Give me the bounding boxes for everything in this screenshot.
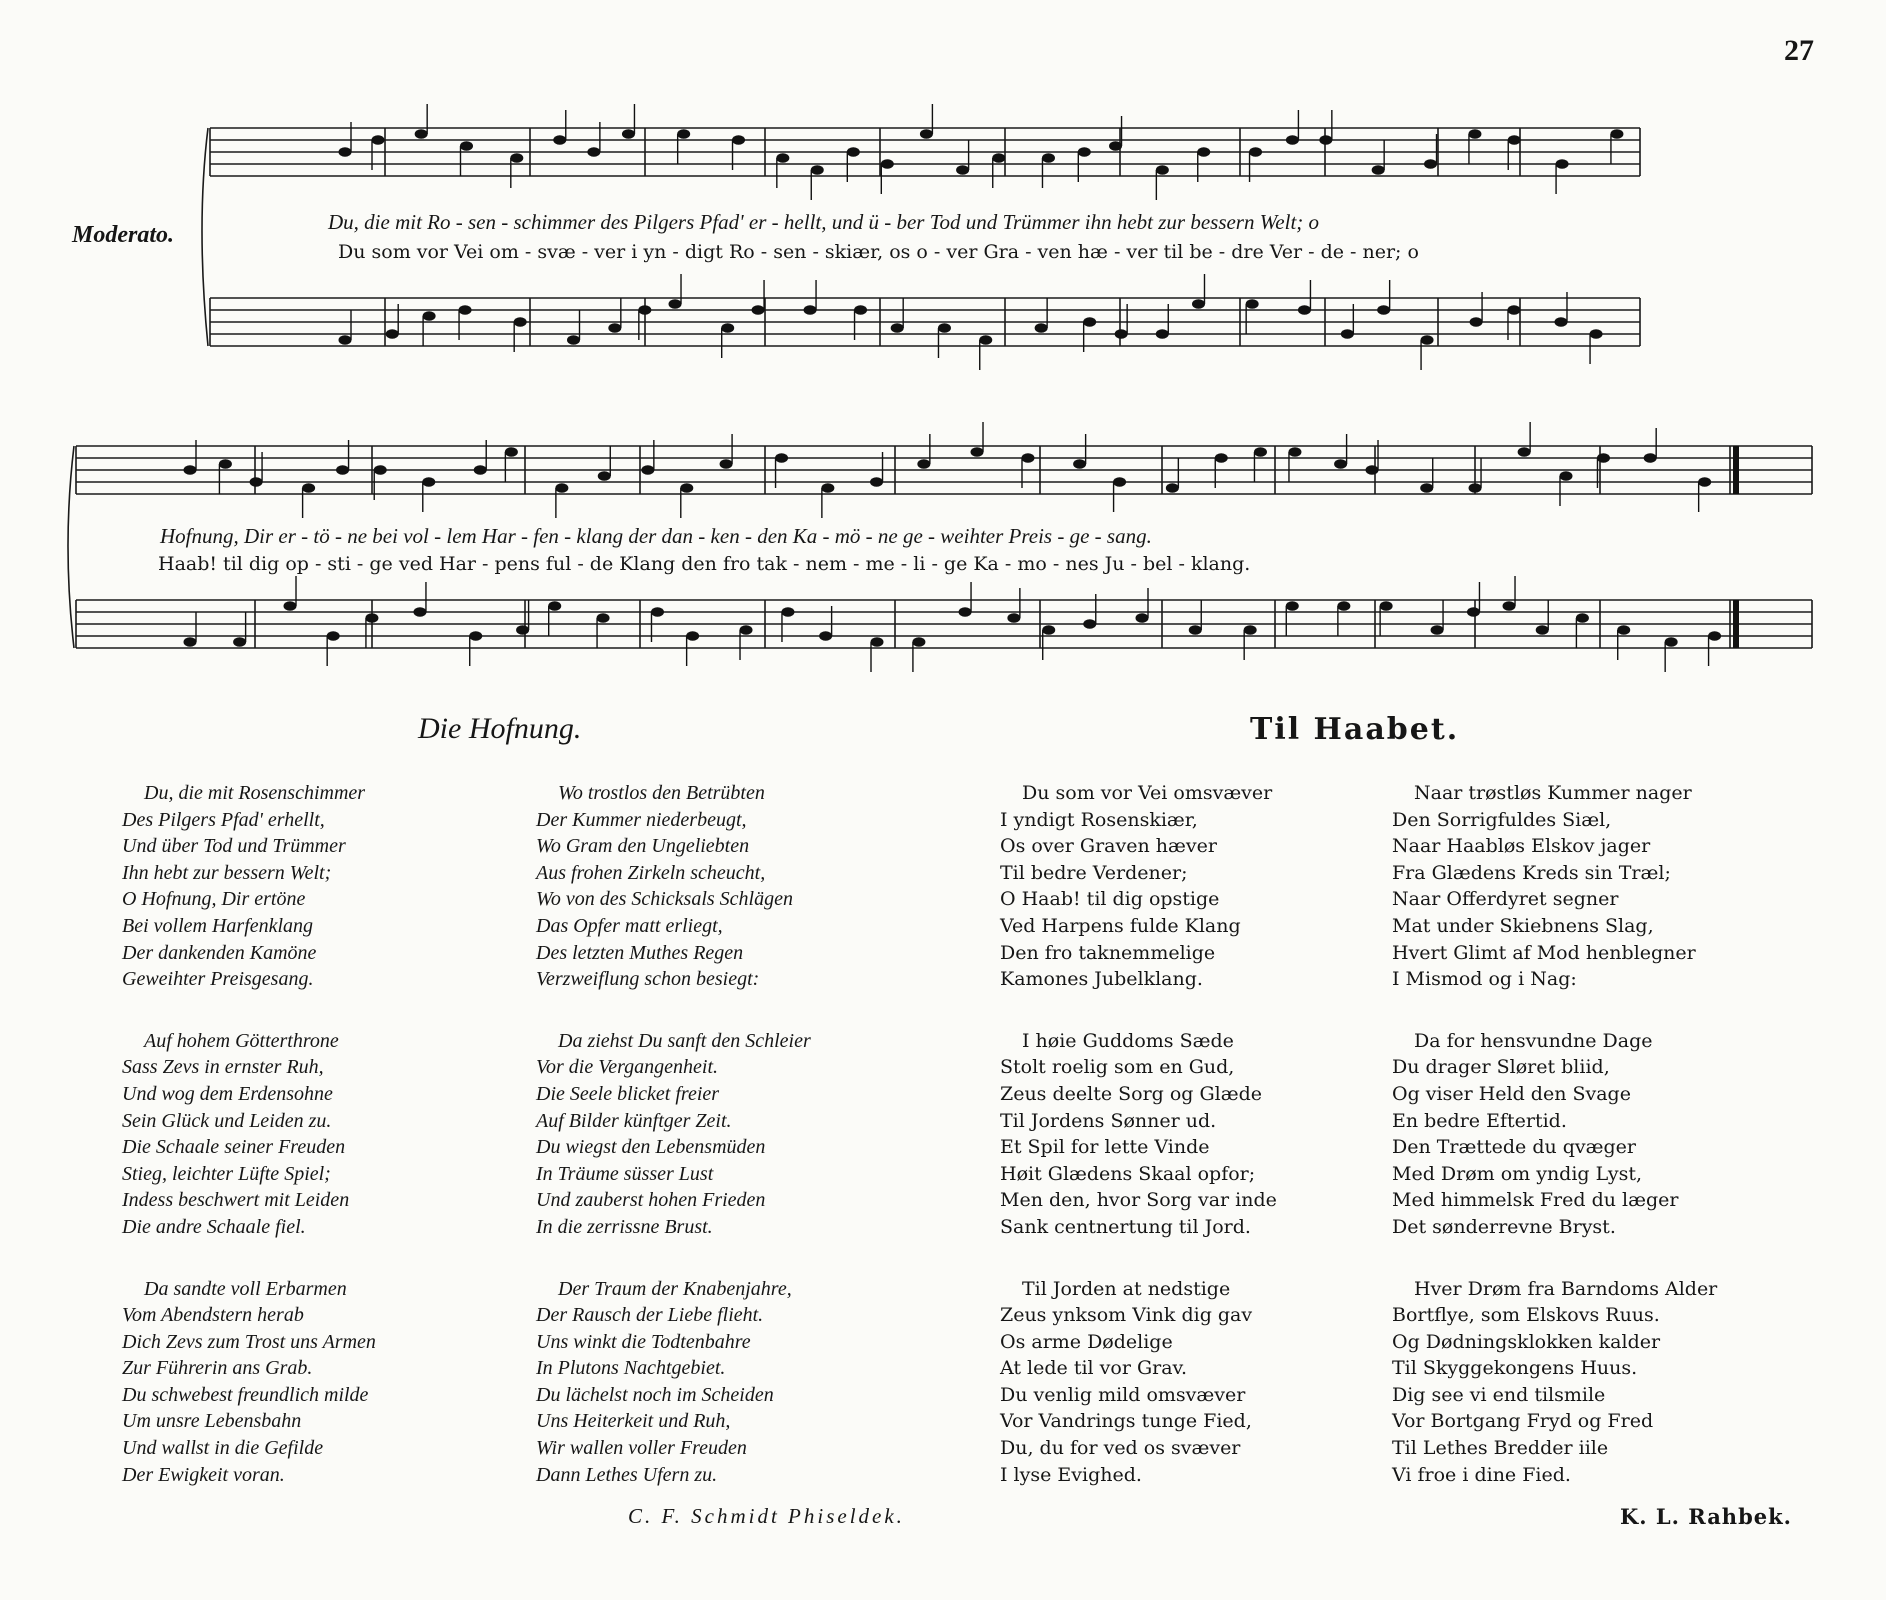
notehead [597, 613, 610, 623]
notehead [386, 329, 399, 339]
verse-line: Der Traum der Knabenjahre, [558, 1277, 792, 1300]
verse-line: Da for hensvundne Dage [1414, 1029, 1653, 1052]
tempo-marking: Moderato. [72, 222, 174, 248]
verse-line: Du som vor Vei omsvæver [1022, 782, 1273, 804]
verse-line: Und wallst in die Gefilde [122, 1437, 324, 1460]
verse-line: Des letzten Muthes Regen [536, 941, 744, 964]
notehead [1166, 483, 1179, 493]
notehead [1109, 141, 1122, 151]
notehead [372, 135, 385, 145]
notehead [365, 613, 378, 623]
notehead [1156, 165, 1169, 175]
notehead [184, 637, 197, 647]
notehead [460, 141, 473, 151]
verse-line: Der Ewigkeit voran. [122, 1463, 285, 1486]
notehead [1377, 305, 1390, 315]
notehead [608, 323, 621, 333]
notehead [938, 323, 951, 333]
verse-line: Os arme Dødelige [1000, 1330, 1173, 1353]
verse-line: Du schwebest freundlich milde [122, 1383, 369, 1406]
notehead [641, 465, 654, 475]
notehead [871, 637, 884, 647]
notehead [804, 305, 817, 315]
notehead [1286, 601, 1299, 611]
notehead [1197, 147, 1210, 157]
notehead [1644, 453, 1657, 463]
notehead [1421, 335, 1434, 345]
verse-line: Vom Abendstern herab [122, 1304, 304, 1327]
german-stanza-1 [122, 780, 376, 993]
verse-line: Den Trættede du qvæger [1392, 1136, 1637, 1159]
notehead [819, 631, 832, 641]
notehead [870, 477, 883, 487]
notehead [1518, 447, 1531, 457]
notehead [1576, 613, 1589, 623]
danish-stanza-6 [1392, 1276, 1717, 1489]
notehead [1467, 607, 1480, 617]
notehead [505, 447, 518, 457]
notehead [1254, 447, 1267, 457]
verse-line: Indess beschwert mit Leiden [122, 1189, 350, 1212]
notehead [598, 471, 611, 481]
verse-line: Fra Glædens Kreds sin Træl; [1392, 861, 1671, 884]
notehead [1156, 329, 1169, 339]
notehead [233, 637, 246, 647]
notehead [1597, 453, 1610, 463]
verse-line: Geweihter Preisgesang. [122, 968, 314, 991]
notehead [302, 483, 315, 493]
danish-stanza-3 [1000, 1028, 1277, 1241]
notehead [1420, 483, 1433, 493]
notehead [1113, 477, 1126, 487]
notehead [721, 323, 734, 333]
notehead [1469, 483, 1482, 493]
german-column-1 [122, 780, 376, 1523]
notehead [622, 129, 635, 139]
notehead [1078, 147, 1091, 157]
verse-line: Os over Graven hæver [1000, 835, 1217, 858]
verse-line: Til Skyggekongens Huus. [1392, 1357, 1638, 1380]
notehead [720, 459, 733, 469]
notehead [1334, 459, 1347, 469]
verse-line: Die Schaale seiner Freuden [122, 1136, 346, 1159]
verse-line: Aus frohen Zirkeln scheucht, [536, 861, 766, 884]
danish-author: K. L. Rahbek. [1620, 1504, 1792, 1529]
notehead [469, 631, 482, 641]
notehead [854, 305, 867, 315]
notehead [776, 153, 789, 163]
notehead [459, 305, 472, 315]
notehead [1083, 317, 1096, 327]
verse-line: In die zerrissne Brust. [536, 1215, 713, 1238]
danish-stanza-5 [1000, 1276, 1277, 1489]
notehead [740, 625, 753, 635]
notehead [1246, 299, 1259, 309]
verse-line: Auf Bilder künftger Zeit. [536, 1109, 732, 1132]
verse-line: Um unsre Lebensbahn [122, 1410, 302, 1433]
notehead [1288, 447, 1301, 457]
verse-line: Zur Führerin ans Grab. [122, 1357, 313, 1380]
notehead [1298, 305, 1311, 315]
verse-line: Kamones Jubelklang. [1000, 968, 1203, 991]
danish-poem-title: Til Haabet. [1250, 712, 1460, 747]
verse-line: O Hofnung, Dir ertöne [122, 888, 306, 911]
verse-line: Et Spil for lette Vinde [1000, 1136, 1210, 1159]
notehead [327, 631, 340, 641]
notehead [510, 153, 523, 163]
notehead [1503, 601, 1516, 611]
verse-line: Du wiegst den Lebensmüden [536, 1136, 766, 1159]
notehead [516, 625, 529, 635]
notehead [1610, 129, 1623, 139]
lyrics-system2-danish: Haab! til dig op - sti - ge ved Har - pens ful - de Klang den fro tak - nem - me - li - ge Ka - mo - nes Ju - bel - klang. [158, 553, 1251, 575]
notehead [686, 631, 699, 641]
verse-line: Til Jorden at nedstige [1022, 1277, 1231, 1300]
verse-line: Sein Glück und Leiden zu. [122, 1109, 332, 1132]
notehead [1319, 135, 1332, 145]
notehead [992, 153, 1005, 163]
verse-line: Und wog dem Erdensohne [122, 1082, 333, 1105]
verse-line: Til Lethes Bredder iile [1392, 1437, 1609, 1460]
notehead [184, 465, 197, 475]
notehead [1366, 465, 1379, 475]
verse-line: Og viser Held den Svage [1392, 1082, 1631, 1105]
verse-line: Du lächelst noch im Scheiden [536, 1383, 774, 1406]
notehead [677, 129, 690, 139]
notehead [669, 299, 682, 309]
verse-line: In Träume süsser Lust [536, 1162, 714, 1185]
notehead [423, 311, 436, 321]
notehead [881, 159, 894, 169]
notehead [1244, 625, 1257, 635]
verse-line: Der Rausch der Liebe flieht. [536, 1304, 764, 1327]
verse-line: Das Opfer matt erliegt, [536, 914, 723, 937]
verse-line: Da ziehst Du sanft den Schleier [558, 1029, 811, 1052]
verse-line: Und zauberst hohen Frieden [536, 1189, 766, 1212]
notehead [956, 165, 969, 175]
notehead [1042, 153, 1055, 163]
notehead [1424, 159, 1437, 169]
verse-line: En bedre Eftertid. [1392, 1109, 1567, 1132]
verse-line: I høie Guddoms Sæde [1022, 1029, 1234, 1052]
notehead [336, 465, 349, 475]
verse-line: Stieg, leichter Lüfte Spiel; [122, 1162, 331, 1185]
final-barline [1733, 600, 1739, 648]
verse-line: Du venlig mild omsvæver [1000, 1383, 1246, 1406]
system-brace [68, 446, 74, 648]
notehead [548, 601, 561, 611]
verse-line: Naar Haabløs Elskov jager [1392, 835, 1651, 858]
verse-line: Bortflye, som Elskovs Ruus. [1392, 1304, 1660, 1327]
notehead [1665, 637, 1678, 647]
notehead [1136, 613, 1149, 623]
verse-line: Sass Zevs in ernster Ruh, [122, 1056, 324, 1079]
notehead [811, 165, 824, 175]
notehead [555, 483, 568, 493]
verse-line: Du, du for ved os svæver [1000, 1437, 1241, 1460]
notehead [1508, 135, 1521, 145]
notehead [1617, 625, 1630, 635]
notehead [781, 607, 794, 617]
notehead [1249, 147, 1262, 157]
notehead [339, 335, 352, 345]
verse-line: Wir wallen voller Freuden [536, 1437, 747, 1460]
verse-line: At lede til vor Grav. [1000, 1357, 1188, 1380]
notehead [339, 147, 352, 157]
verse-line: Naar Offerdyret segner [1392, 888, 1619, 911]
verse-line: Die andre Schaale fiel. [122, 1215, 306, 1238]
notehead [1189, 625, 1202, 635]
verse-line: Verzweiflung schon besiegt: [536, 968, 760, 991]
german-column-2 [536, 780, 811, 1523]
verse-line: Ved Harpens fulde Klang [1000, 914, 1241, 937]
notehead [752, 305, 765, 315]
notehead [1341, 329, 1354, 339]
german-stanza-3 [122, 1028, 376, 1241]
notehead [1215, 453, 1228, 463]
verse-line: Uns winkt die Todtenbahre [536, 1330, 751, 1353]
german-stanza-2 [536, 780, 811, 993]
verse-line: Der Kummer niederbeugt, [536, 808, 747, 831]
verse-line: Wo trostlos den Betrübten [558, 782, 765, 804]
notehead [567, 335, 580, 345]
verse-line: Og Dødningsklokken kalder [1392, 1330, 1661, 1353]
notehead [680, 483, 693, 493]
notehead [1035, 323, 1048, 333]
verse-line: Vor Bortgang Fryd og Fred [1392, 1410, 1654, 1433]
notehead [1554, 317, 1567, 327]
danish-column-1 [1000, 780, 1277, 1523]
final-barline [1733, 446, 1739, 494]
german-stanza-6 [536, 1276, 811, 1489]
german-stanza-5 [122, 1276, 376, 1489]
verse-line: Du drager Sløret bliid, [1392, 1056, 1610, 1079]
notehead [1559, 471, 1572, 481]
verse-line: Dann Lethes Ufern zu. [536, 1463, 718, 1486]
verse-line: Til Jordens Sønner ud. [1000, 1109, 1217, 1132]
notehead [587, 147, 600, 157]
notehead [847, 147, 860, 157]
notehead [912, 637, 925, 647]
verse-line: Bei vollem Harfenklang [122, 914, 314, 937]
notehead [1708, 631, 1721, 641]
lyrics-system2-german: Hofnung, Dir er - tö - ne bei vol - lem Har - fen - klang der dan - ken - den Ka - mö - ne ge - weihter Preis - ge - sang. [160, 524, 1152, 548]
verse-line: Hvert Glimt af Mod henblegner [1392, 941, 1696, 964]
notehead [1556, 159, 1569, 169]
danish-stanza-2 [1392, 780, 1717, 993]
notehead [1337, 601, 1350, 611]
notehead [1468, 129, 1481, 139]
german-stanza-4 [536, 1028, 811, 1241]
notehead [1470, 317, 1483, 327]
notehead [732, 135, 745, 145]
danish-stanza-4 [1392, 1028, 1717, 1241]
verse-line: Auf hohem Götterthrone [144, 1029, 339, 1052]
notehead [1073, 459, 1086, 469]
notehead [979, 335, 992, 345]
notehead [1507, 305, 1520, 315]
verse-line: Høit Glædens Skaal opfor; [1000, 1162, 1256, 1185]
verse-line: Vor Vandrings tunge Fied, [1000, 1410, 1252, 1433]
notehead [651, 607, 664, 617]
verse-line: Uns Heiterkeit und Ruh, [536, 1410, 731, 1433]
verse-line: Med himmelsk Fred du læger [1392, 1189, 1679, 1212]
music-score [0, 0, 1886, 720]
notehead [1021, 453, 1034, 463]
verse-line: Sank centnertung til Jord. [1000, 1215, 1251, 1238]
verse-line: Mat under Skiebnens Slag, [1392, 914, 1654, 937]
verse-line: I yndigt Rosenskiær, [1000, 808, 1198, 831]
german-poem-title: Die Hofnung. [418, 712, 582, 745]
danish-column-2 [1392, 780, 1717, 1523]
verse-line: Der dankenden Kamöne [122, 941, 317, 964]
notehead [959, 607, 972, 617]
verse-line: Da sandte voll Erbarmen [144, 1277, 347, 1300]
verse-line: Wo von des Schicksals Schlägen [536, 888, 793, 911]
lyrics-system1-german: Du, die mit Ro - sen - schimmer des Pilgers Pfad' er - hellt, und ü - ber Tod und Trümmer ihn hebt zur bessern Welt; o [328, 210, 1320, 234]
notehead [775, 453, 788, 463]
notehead [1192, 299, 1205, 309]
verse-line: Dig see vi end tilsmile [1392, 1383, 1606, 1406]
verse-line: Du, die mit Rosenschimmer [144, 782, 366, 804]
notehead [1698, 477, 1711, 487]
notehead [415, 129, 428, 139]
notehead [514, 317, 527, 327]
notehead [413, 607, 426, 617]
verse-line: I Mismod og i Nag: [1392, 968, 1577, 991]
verse-line: Zeus ynksom Vink dig gav [1000, 1304, 1253, 1327]
notehead [1007, 613, 1020, 623]
notehead [1115, 329, 1128, 339]
german-author: C. F. Schmidt Phiseldek. [628, 1504, 905, 1528]
verse-line: In Plutons Nachtgebiet. [536, 1357, 726, 1380]
verse-line: Men den, hvor Sorg var inde [1000, 1189, 1277, 1212]
notehead [638, 305, 651, 315]
verse-line: Vor die Vergangenheit. [536, 1056, 719, 1079]
notehead [422, 477, 435, 487]
notehead [474, 465, 487, 475]
verse-line: Wo Gram den Ungeliebten [536, 835, 750, 858]
verse-line: Dich Zevs zum Trost uns Armen [122, 1330, 376, 1353]
notehead [821, 483, 834, 493]
system-brace [202, 128, 208, 346]
verse-line: Des Pilgers Pfad' erhellt, [122, 808, 325, 831]
verse-line: Naar trøstløs Kummer nager [1414, 782, 1692, 804]
notehead [1083, 619, 1096, 629]
verse-line: Med Drøm om yndig Lyst, [1392, 1162, 1643, 1185]
verse-line: O Haab! til dig opstige [1000, 888, 1220, 911]
notehead [284, 601, 297, 611]
notehead [1536, 625, 1549, 635]
notehead [1372, 165, 1385, 175]
lyrics-system1-danish: Du som vor Vei om - svæ - ver i yn - digt Ro - sen - skiær, os o - ver Gra - ven hæ - ver til be - dre Ver - de - ner; o [338, 241, 1419, 263]
notehead [971, 447, 984, 457]
notehead [374, 465, 387, 475]
notehead [553, 135, 566, 145]
notehead [1286, 135, 1299, 145]
verse-line: Det sønderrevne Bryst. [1392, 1215, 1616, 1238]
notehead [219, 459, 232, 469]
notehead [891, 323, 904, 333]
danish-stanza-1 [1000, 780, 1277, 993]
verse-line: Ihn hebt zur bessern Welt; [122, 861, 332, 884]
notehead [920, 129, 933, 139]
notehead [917, 459, 930, 469]
verse-line: Vi froe i dine Fied. [1392, 1463, 1571, 1486]
verse-line: Und über Tod und Trümmer [122, 835, 346, 858]
notehead [250, 477, 263, 487]
notehead [1590, 329, 1603, 339]
verse-line: Die Seele blicket freier [536, 1082, 720, 1105]
verse-line: Den fro taknemmelige [1000, 941, 1216, 964]
page-number: 27 [1784, 34, 1814, 67]
verse-line: Stolt roelig som en Gud, [1000, 1056, 1235, 1079]
verse-line: Hver Drøm fra Barndoms Alder [1414, 1277, 1718, 1300]
verse-line: Til bedre Verdener; [1000, 861, 1188, 884]
notehead [1431, 625, 1444, 635]
notehead [1380, 601, 1393, 611]
verse-line: I lyse Evighed. [1000, 1463, 1142, 1486]
notehead [1042, 625, 1055, 635]
verse-line: Den Sorrigfuldes Siæl, [1392, 808, 1612, 831]
verse-line: Zeus deelte Sorg og Glæde [1000, 1082, 1263, 1105]
